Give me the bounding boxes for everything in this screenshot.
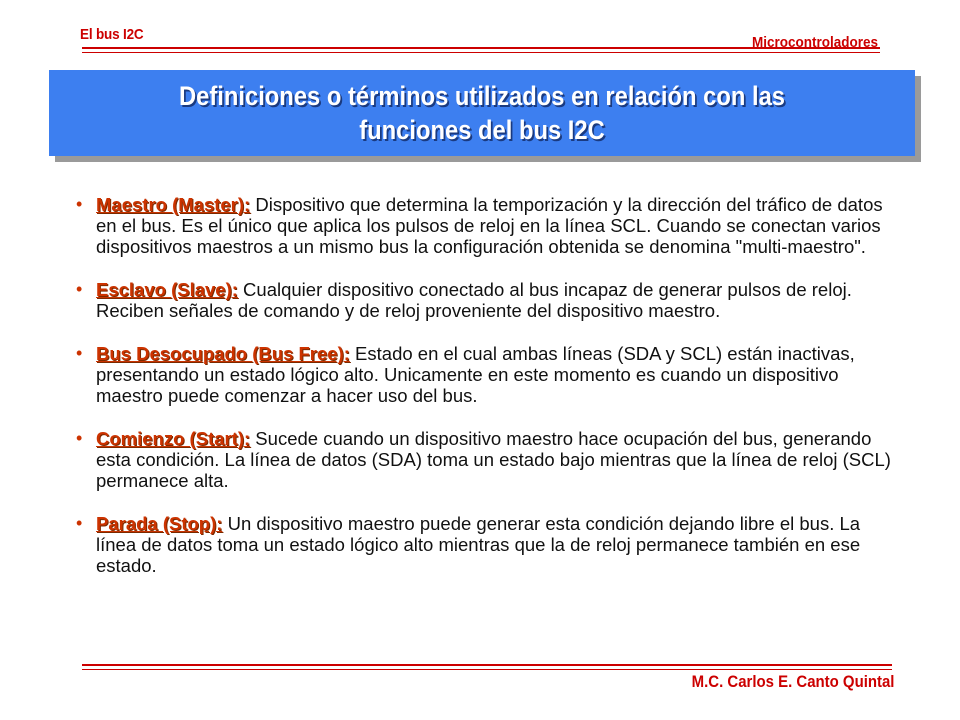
definition-text: Un dispositivo maestro puede generar esta condición dejando libre el bus. La línea de datos toma un estado lógico alto mientras que la de reloj permanece también en ese estado. <box>96 513 861 576</box>
bullet-icon: • <box>76 343 83 363</box>
definitions-list <box>76 194 896 576</box>
definition-text: Cualquier dispositivo conectado al bus incapaz de generar pulsos de reloj. Reciben señales de comando y de reloj proveniente del dispositivo maestro. <box>96 279 852 321</box>
definition-text: Estado en el cual ambas líneas (SDA y SCL) están inactivas, presentando un estado lógico alto. Unicamente en este momento es cuando un dispositivo maestro puede comenzar a hacer uso del bus. <box>96 343 855 406</box>
title-banner <box>49 70 915 156</box>
bullet-icon: • <box>76 279 83 299</box>
header-topic: El bus I2C <box>80 26 144 43</box>
definition-term: Parada (Stop): <box>96 513 223 534</box>
definition-item <box>76 513 896 576</box>
header-divider-thin <box>82 52 880 53</box>
slide-title-line-1: Definiciones o términos utilizados en relación con las <box>178 81 786 111</box>
definition-term: Maestro (Master): <box>96 194 251 215</box>
header-course: Microcontroladores <box>751 34 878 51</box>
definition-item <box>76 194 896 257</box>
definition-term: Esclavo (Slave): <box>96 279 238 300</box>
bullet-icon: • <box>76 428 83 448</box>
definition-item <box>76 343 896 406</box>
bullet-icon: • <box>76 194 83 214</box>
bullet-icon: • <box>76 513 83 533</box>
footer-divider-thin <box>82 669 892 670</box>
slide-title <box>101 79 863 147</box>
definition-item <box>76 279 896 321</box>
slide-title-line-2: funciones del bus I2C <box>359 115 605 145</box>
definition-text: Dispositivo que determina la temporización y la dirección del tráfico de datos en el bus. Es el único que aplica los pulsos de reloj en la línea SCL. Cuando se conectan varios dispositivos maestros a un mismo bus la configuración obtenida se denomina "multi-maestro". <box>96 194 883 257</box>
definition-item <box>76 428 896 491</box>
footer-author: M.C. Carlos E. Canto Quintal <box>691 672 894 691</box>
definition-term: Bus Desocupado (Bus Free): <box>96 343 350 364</box>
definition-term: Comienzo (Start): <box>96 428 251 449</box>
definition-text: Sucede cuando un dispositivo maestro hace ocupación del bus, generando esta condición. La línea de datos (SDA) toma un estado bajo mientras que la línea de reloj (SCL) permanece alta. <box>96 428 891 491</box>
footer-divider <box>82 664 892 666</box>
